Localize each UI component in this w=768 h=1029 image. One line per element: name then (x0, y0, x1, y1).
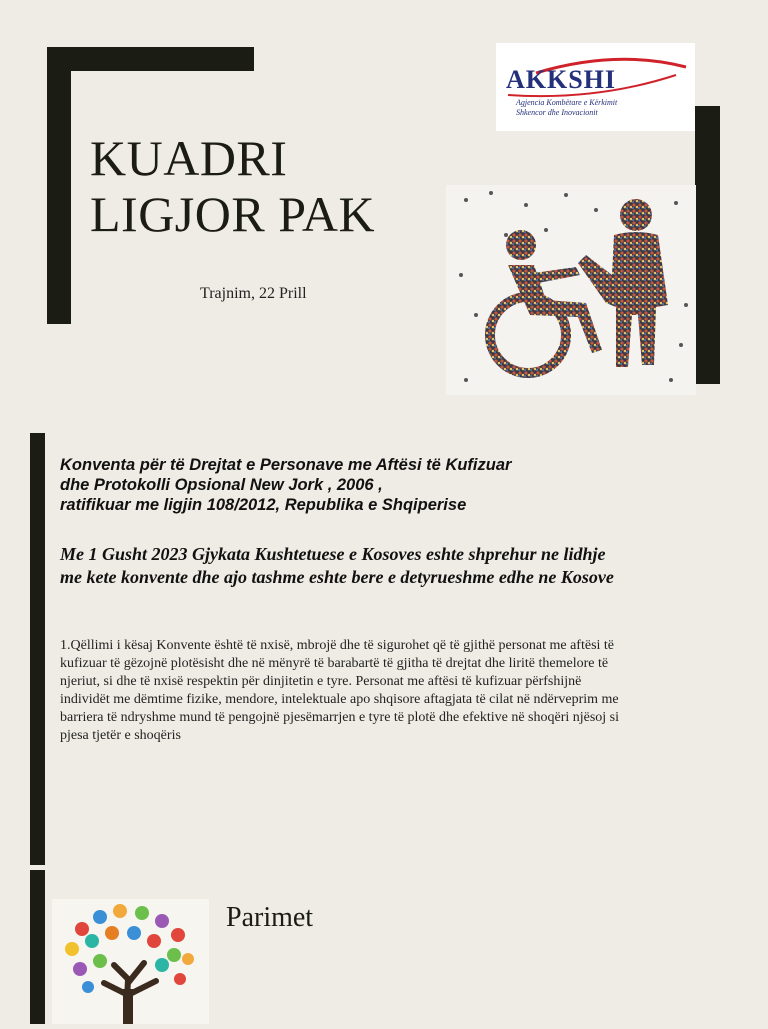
subtitle: Trajnim, 22 Prill (200, 285, 307, 302)
akkshi-logo (496, 43, 695, 131)
side-bar-left (30, 433, 45, 865)
frame-bar-right (695, 106, 720, 384)
kosovo-statement (60, 543, 720, 589)
convention-line-1: Konventa për të Drejtat e Personave me Aftësi të Kufizuar (60, 456, 512, 474)
title-line-2: LIGJOR PAK (90, 186, 376, 242)
hands-tree-image (52, 899, 209, 1024)
convention-heading (60, 455, 710, 515)
side-bar-bottom (30, 870, 45, 1024)
kosovo-line-2: me kete konvente dhe ajo tashme eshte bere e detyrueshme edhe ne Kosove (60, 567, 614, 587)
convention-line-2: dhe Protokolli Opsional New Jork , 2006 , (60, 476, 383, 494)
accessibility-crowd-image (446, 185, 696, 395)
paragraph-line-3: njeriut, si dhe të nxisë respektin për dinjitetin e tyre. Personat me aftësi të kufizuar përfshijnë (60, 674, 582, 689)
section-heading-parimet: Parimet (226, 902, 314, 933)
page-title (90, 130, 430, 242)
frame-bar-left (47, 47, 71, 324)
article-1-paragraph (60, 637, 710, 745)
convention-line-3: ratifikuar me ligjin 108/2012, Republika e Shqiperise (60, 496, 467, 514)
wheelchair-people-icon (446, 185, 696, 395)
frame-bar-top (47, 47, 254, 71)
logo-subtitle-2: Shkencor dhe Inovacionit (516, 108, 598, 117)
paragraph-line-1: 1.Qëllimi i kësaj Konvente është të nxisë, mbrojë dhe të sigurohet që të gjithë personat me aftësi të (60, 638, 615, 653)
paragraph-line-4: individët me dëmtime fizike, mendore, intelektuale apo shqisore aftagjata të cilat në ndërveprim me (60, 692, 619, 707)
logo-subtitle-1: Agjencia Kombëtare e Kërkimit (516, 98, 618, 107)
paragraph-line-6: pjesa tjetër e shoqëris (60, 728, 181, 743)
kosovo-line-1: Me 1 Gusht 2023 Gjykata Kushtetuese e Kosoves eshte shprehur ne lidhje (60, 544, 606, 564)
paragraph-line-2: kufizuar të gëzojnë plotësisht dhe në mënyrë të barabartë të gjitha të drejtat dhe liritë themelore të (60, 656, 609, 671)
title-line-1: KUADRI (90, 130, 288, 186)
logo-name: AKKSHI (506, 65, 617, 94)
hands-tree-icon (52, 899, 209, 1024)
paragraph-line-5: barriera të ndryshme mund të pengojnë pjesëmarrjen e tyre të plotë dhe efektive në shoqëri njësoj si (60, 710, 620, 725)
